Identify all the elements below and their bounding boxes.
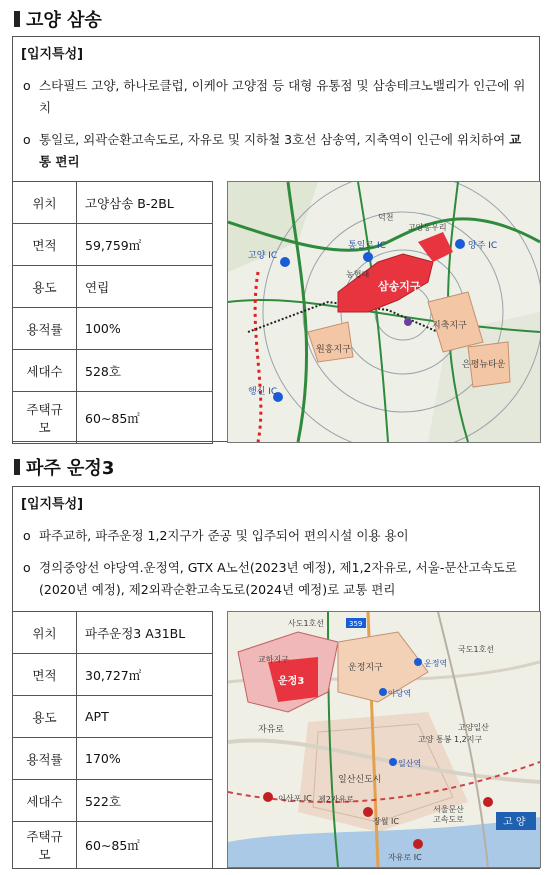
- map-label: 야당역: [388, 689, 412, 698]
- table-row: [13, 738, 213, 780]
- title-bullet-icon: [14, 459, 20, 475]
- map-label: 원흥지구: [316, 345, 351, 355]
- map-label: 고양 IC: [248, 251, 278, 261]
- map-label: 자유로 IC: [388, 853, 422, 862]
- section2-feature-label: [입지특성]: [21, 497, 84, 512]
- table-value: 522호: [77, 780, 213, 822]
- section1-feature-item: [23, 75, 531, 119]
- section1-feature-bold: 교통 편리: [39, 132, 522, 169]
- table-value: 59,759㎡: [77, 224, 213, 266]
- circle-bullet-icon: o: [23, 560, 31, 575]
- map-label: 일산역: [398, 759, 422, 768]
- map-label: 지축지구: [432, 321, 467, 331]
- station-marker-icon: [379, 688, 387, 696]
- table-key: 주택규모: [13, 392, 77, 444]
- map-label: 고속도로: [433, 815, 464, 824]
- table-row: [13, 696, 213, 738]
- map-label: 덕천: [378, 213, 394, 222]
- table-row: [13, 822, 213, 869]
- section2-info-table: [12, 611, 213, 869]
- table-row: [13, 350, 213, 392]
- map-label: 국도1호선: [458, 645, 495, 654]
- table-key: 용도: [13, 696, 77, 738]
- circle-bullet-icon: o: [23, 132, 31, 147]
- map-label: 농협대: [346, 270, 370, 279]
- section1-box: [12, 36, 540, 442]
- section2-location-map: [227, 611, 541, 868]
- section2-feature-text: 파주교하, 파주운정 1,2지구가 준공 및 입주되어 편의시설 이용 용이: [39, 528, 409, 543]
- map-label: 이산포 IC: [278, 794, 312, 803]
- circle-bullet-icon: o: [23, 528, 31, 543]
- map-label: 고 양: [503, 817, 526, 828]
- table-key: 위치: [13, 612, 77, 654]
- table-key: 용적률: [13, 738, 77, 780]
- table-row: [13, 182, 213, 224]
- table-row: [13, 224, 213, 266]
- map-label: 고양일산: [458, 723, 489, 732]
- table-value: APT: [77, 696, 213, 738]
- table-row: [13, 612, 213, 654]
- table-row: [13, 308, 213, 350]
- table-value: 60∼85㎡: [77, 392, 213, 444]
- table-row: [13, 654, 213, 696]
- map-label: 제2자유로: [318, 795, 355, 804]
- map-label: 통일로 IC: [348, 241, 386, 251]
- section1-feature-label: [입지특성]: [21, 47, 84, 62]
- map-label: 교하지구: [258, 655, 289, 664]
- section2-feature-item: [23, 525, 531, 547]
- section1-info-table: [12, 181, 213, 444]
- map-label: 자유로: [258, 725, 285, 735]
- map-label: 장월 IC: [373, 817, 399, 826]
- table-key: 위치: [13, 182, 77, 224]
- circle-bullet-icon: o: [23, 78, 31, 93]
- section2-box: [12, 486, 540, 869]
- map-label: 삼송지구: [378, 280, 421, 293]
- section2-feature-item: [23, 557, 531, 601]
- section1-feature-text: 통일로, 외곽순환고속도로, 자유로 및 지하철 3호선 삼송역, 지축역이 인근에 위치하여: [39, 132, 510, 147]
- map-label: 일산신도시: [338, 775, 382, 785]
- section2-title-text: 파주 운정3: [26, 458, 115, 479]
- map-label: 운정역: [424, 659, 448, 668]
- map-label: 운정3: [278, 676, 305, 687]
- ic-marker-icon: [413, 839, 423, 849]
- section2-title: [14, 454, 114, 480]
- table-value: 100%: [77, 308, 213, 350]
- map-label: 은평뉴타운: [462, 360, 506, 370]
- table-key: 면적: [13, 654, 77, 696]
- section1-title: [14, 6, 102, 32]
- table-value: 30,727㎡: [77, 654, 213, 696]
- table-value: 170%: [77, 738, 213, 780]
- ic-marker-icon: [455, 239, 465, 249]
- table-row: [13, 266, 213, 308]
- table-key: 세대수: [13, 350, 77, 392]
- map-label: 사도1호선: [288, 619, 325, 628]
- section2-feature-text: 경의중앙선 야당역.운정역, GTX A노선(2023년 예정), 제1,2자유로, 서울-문산고속도로(2020년 예정), 제2외곽순환고속도로(2024년 예정)로 교통 편리: [39, 560, 517, 597]
- table-value: 연립: [77, 266, 213, 308]
- table-row: [13, 780, 213, 822]
- table-key: 주택규모: [13, 822, 77, 869]
- map-label: 운정지구: [348, 663, 383, 673]
- table-key: 세대수: [13, 780, 77, 822]
- ic-marker-icon: [363, 807, 373, 817]
- title-bullet-icon: [14, 11, 20, 27]
- table-key: 용적률: [13, 308, 77, 350]
- map-label: 359: [349, 620, 363, 628]
- station-marker-icon: [389, 758, 397, 766]
- section1-title-text: 고양 삼송: [26, 10, 102, 31]
- section1-feature-item: [23, 129, 531, 173]
- table-value: 60∼85㎡: [77, 822, 213, 869]
- map-label: 행신 IC: [248, 387, 278, 397]
- map-label: 양주 IC: [468, 241, 498, 251]
- map-label: 고양 통봉 1,2지구: [418, 735, 483, 744]
- station-marker-icon: [414, 658, 422, 666]
- table-key: 용도: [13, 266, 77, 308]
- map-label: 서울문산: [433, 805, 464, 814]
- ic-marker-icon: [263, 792, 273, 802]
- table-row: [13, 392, 213, 444]
- section1-location-map: [227, 181, 541, 443]
- map-label: 고양동우리: [408, 223, 447, 232]
- ic-marker-icon: [280, 257, 290, 267]
- ic-marker-icon: [363, 252, 373, 262]
- table-value: 고양삼송 B-2BL: [77, 182, 213, 224]
- ic-marker-icon: [483, 797, 493, 807]
- table-key: 면적: [13, 224, 77, 266]
- table-value: 528호: [77, 350, 213, 392]
- section1-feature-text: 스타필드 고양, 하나로클럽, 이케아 고양점 등 대형 유통점 및 삼송테크노밸리가 인근에 위치: [39, 78, 526, 115]
- table-value: 파주운정3 A31BL: [77, 612, 213, 654]
